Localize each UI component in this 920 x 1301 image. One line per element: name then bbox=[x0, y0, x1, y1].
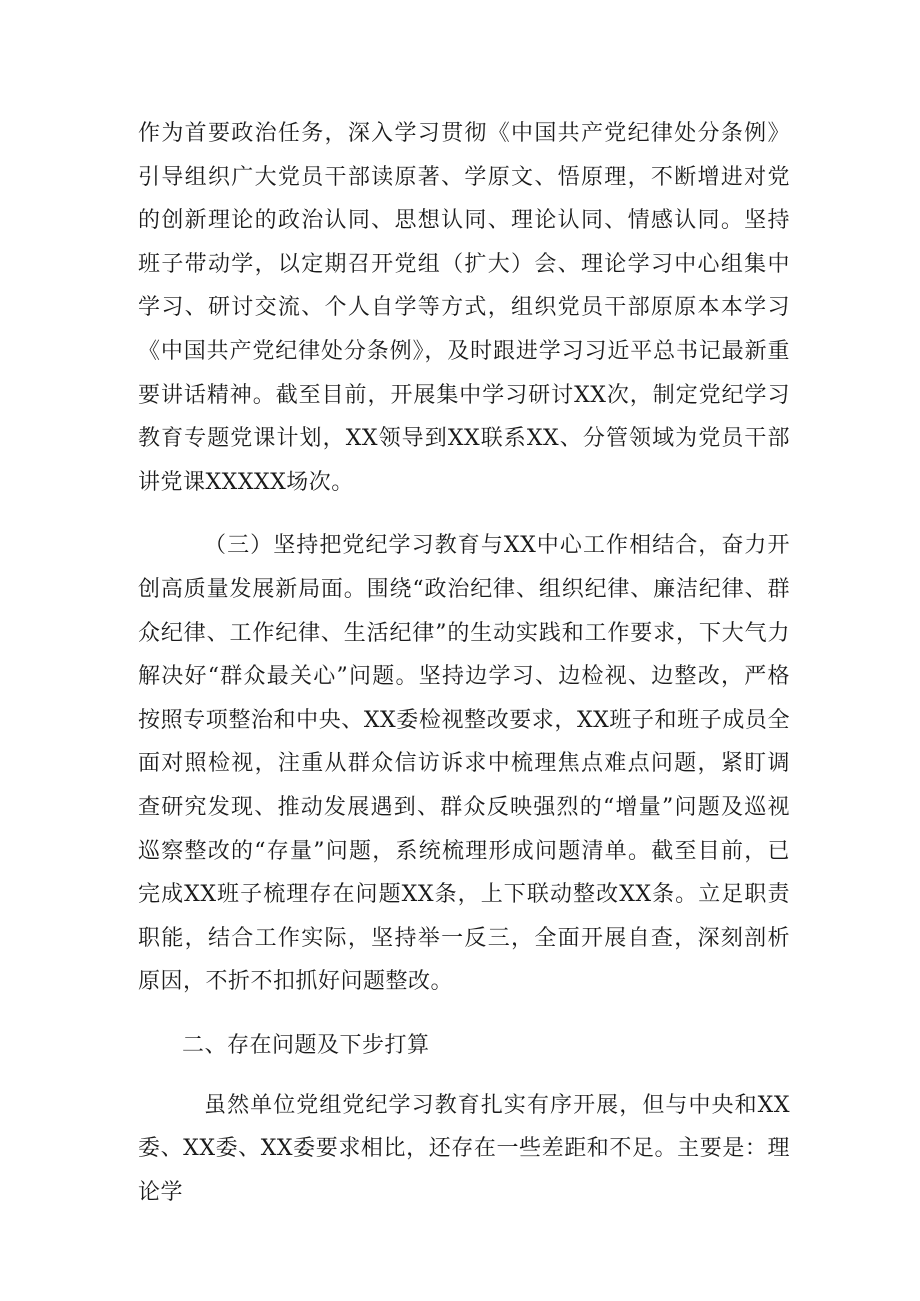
paragraph-continuation: 作为首要政治任务，深入学习贯彻《中国共产党纪律处分条例》引导组织广大党员干部读原著、学原文、悟原理，不断增进对党的创新理论的政治认同、思想认同、理论认同、情感认同。坚持班子带动学，以定期召开党组（扩大）会、理论学习中心组集中学习、研讨交流、个人自学等方式，组织党员干部原原本本学习《中国共产党纪律处分条例》，及时跟进学习习近平总书记最新重要讲话精神。截至目前，开展集中学习研讨XX次，制定党纪学习教育专题党课计划，XX领导到XX联系XX、分管领域为党员干部讲党课XXXXX场次。 bbox=[138, 121, 790, 495]
document-body bbox=[138, 112, 790, 1215]
paragraph-section-three: （三）坚持把党纪学习教育与XX中心工作相结合，奋力开创高质量发展新局面。围绕“政治纪律、组织纪律、廉洁纪律、群众纪律、工作纪律、生活纪律”的生动实践和工作要求，下大气力解决好“群众最关心”问题。坚持边学习、边检视、边整改，严格按照专项整治和中央、XX委检视整改要求，XX班子和班子成员全面对照检视，注重从群众信访诉求中梳理焦点难点问题，紧盯调查研究发现、推动发展遇到、群众反映强烈的“增量”问题及巡视巡察整改的“存量”问题，系统梳理形成问题清单。截至目前，已完成XX班子梳理存在问题XX条，上下联动整改XX条。立足职责职能，结合工作实际，坚持举一反三，全面开展自查，深刻剖析原因，不折不扣抓好问题整改。 bbox=[138, 533, 790, 995]
section-heading: 二、存在问题及下步打算 bbox=[182, 1032, 430, 1058]
paragraph-problems: 虽然单位党组党纪学习教育扎实有序开展，但与中央和XX委、XX委、XX委要求相比，还存在一些差距和不足。主要是：理论学 bbox=[138, 1092, 790, 1206]
